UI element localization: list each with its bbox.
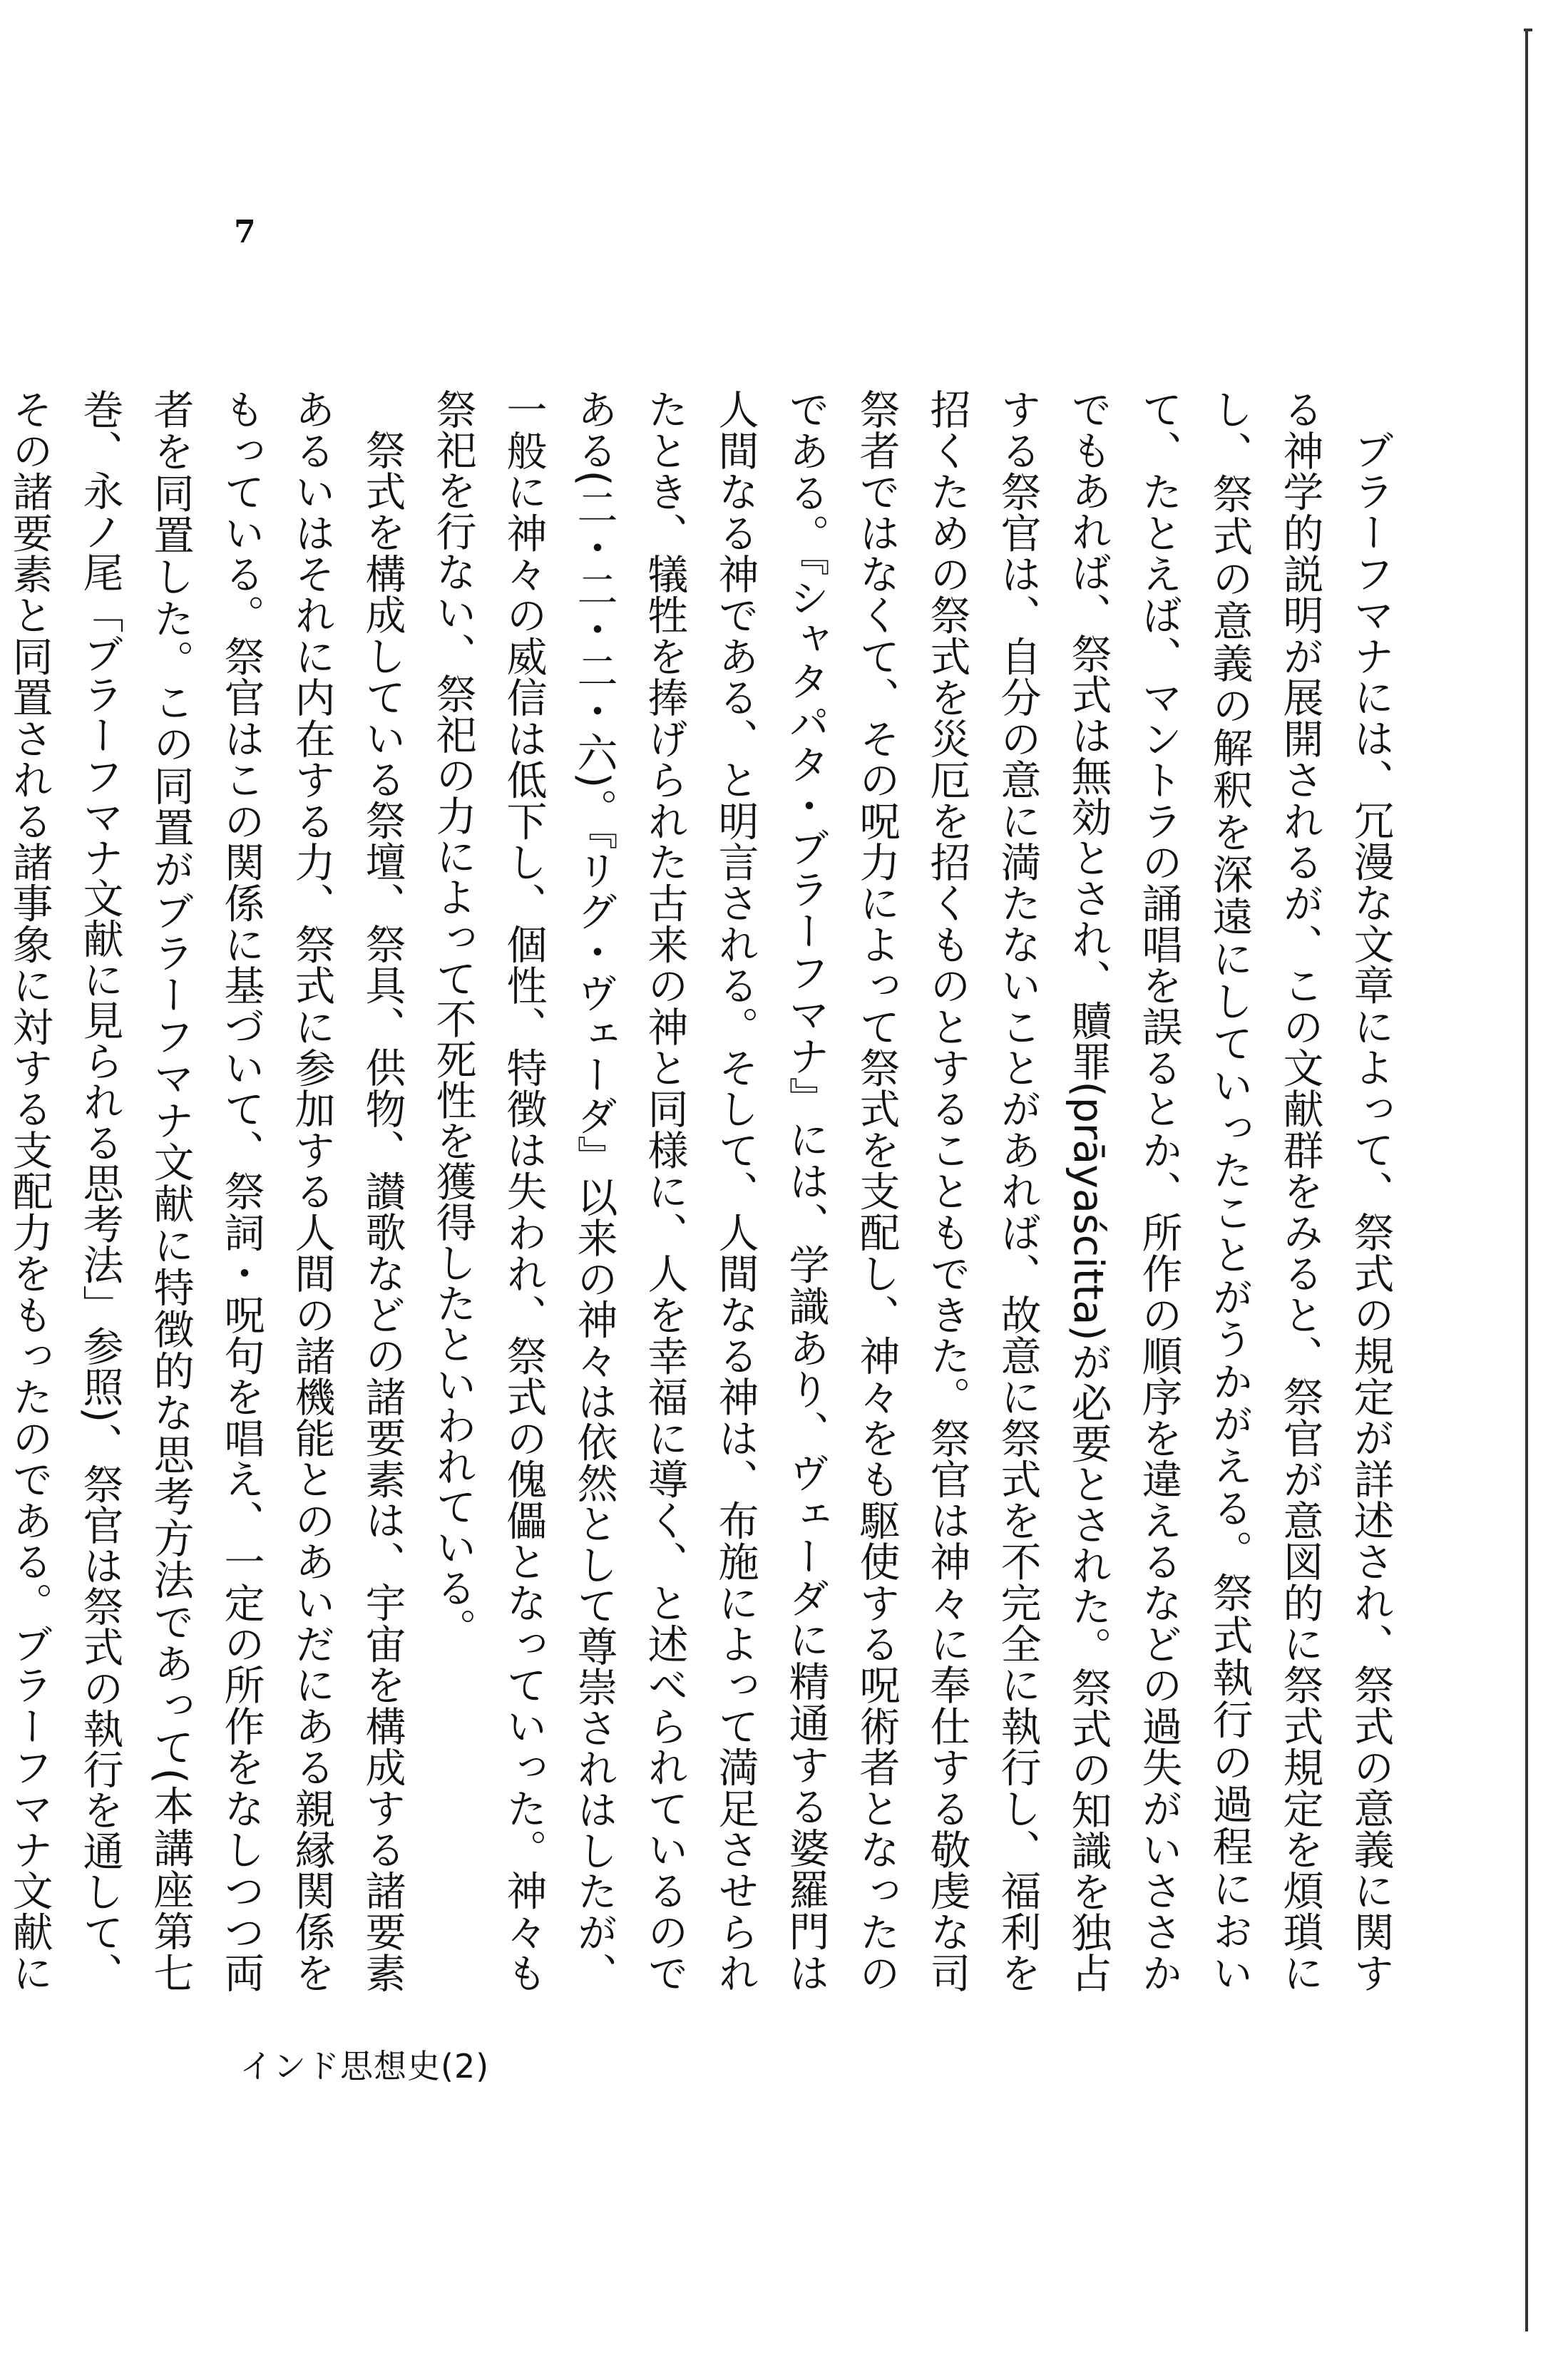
paragraph-1: ブラーフマナには、冗漫な文章によって、祭式の規定が詳述され、祭式の意義に関する神学的説明が展開されるが、この文献群をみると、祭官が意図的に祭式規定を煩瑣にし、祭式の意義の解釈を深遠にしていったことがうかがえる。祭式執行の過程において、たとえば、マントラの誦唱を誤るとか、所作の順序を違えるなどの過失がいささかでもあれば、祭式は無効とされ、贖罪(prāyaścitta)が必要とされた。祭式の知識を独占する祭官は、自分の意に満たないことがあれば、故意に祭式を不完全に執行し、福利を招くための祭式を災厄を招くものとすることもできた。祭官は神々に奉仕する敬虔な司祭者ではなくて、その呪力によって祭式を支配し、神々をも駆使する呪術者となったのである。『シャタパタ・ブラーフマナ』には、学識あり、ヴェーダに精通する婆羅門は人間なる神である、と明言される。そして、人間なる神は、布施によって満足させられたとき、犠牲を捧げられた古来の神と同様に、人を幸福に導く、と述べられているのである(二・二・二・六)。『リグ・ヴェーダ』以来の神々は依然として尊崇されはしたが、一般に神々の威信は低下し、個性、特徴は失われ、祭式の傀儡となっていった。神々も祭祀を行ない、祭祀の力によって不死性を獲得したといわれている。 [429,389,1394,1994]
page-edge-line [1525,29,1528,2331]
running-footer: インド思想史(2) [240,2047,490,2085]
page-edge-tick [1524,29,1532,31]
page-number: 7 [234,214,256,250]
paragraph-2: 祭式を構成している祭壇、祭具、供物、讃歌などの諸要素は、宇宙を構成する諸要素あるいはそれに内在する力、祭式に参加する人間の諸機能とのあいだにある親縁関係をもっている。祭官はこの関係に基づいて、祭詞・呪句を唱え、一定の所作をなしつつ両者を同置した。この同置がブラーフマナ文献に特徴的な思考方法であって(本講座第七巻、永ノ尾「ブラーフマナ文献に見られる思考法」参照)、祭官は祭式の執行を通して、その諸要素と同置される諸事象に対する支配力をもったのである。ブラーフマナ文献に [6,389,406,1994]
body-text [0,389,1405,1993]
